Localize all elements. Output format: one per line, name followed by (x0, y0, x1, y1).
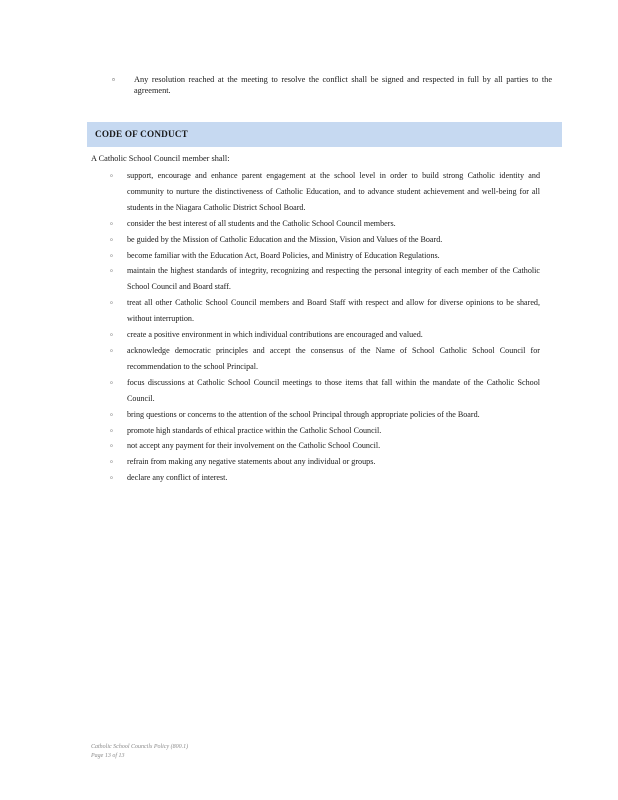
bullet-icon: ▫ (110, 234, 113, 244)
bullet-icon: ▫ (110, 441, 113, 451)
bullet-icon: ▫ (110, 473, 113, 483)
list-item-text: create a positive environment in which individual contributions are encouraged and valued. (127, 330, 423, 340)
list-item (110, 343, 540, 375)
list-item (110, 216, 540, 232)
section-title: CODE OF CONDUCT (95, 129, 189, 139)
list-item (110, 454, 540, 470)
list-item-text: focus discussions at Catholic School Council meetings to those items that fall within the mandate of the Catholic School Council. (127, 377, 540, 403)
list-item (110, 248, 540, 264)
list-item (110, 407, 540, 423)
list-item (110, 295, 540, 327)
bullet-icon: ▫ (110, 409, 113, 419)
list-item-text: bring questions or concerns to the attention of the school Principal through appropriate policies of the Board. (127, 409, 480, 419)
code-of-conduct-list (110, 168, 540, 486)
list-item-text: promote high standards of ethical practice within the Catholic School Council. (127, 425, 382, 435)
bullet-icon: ▫ (110, 250, 113, 260)
bullet-icon: ▫ (110, 345, 113, 355)
footer-page-number: Page 13 of 13 (91, 753, 125, 759)
list-item-text: become familiar with the Education Act, Board Policies, and Ministry of Education Regulations. (127, 250, 440, 260)
bullet-icon: ▫ (110, 266, 113, 276)
list-item-text: consider the best interest of all students and the Catholic School Council members. (127, 218, 396, 228)
list-item (110, 470, 540, 486)
list-item-text: not accept any payment for their involvement on the Catholic School Council. (127, 441, 381, 451)
bullet-icon: ▫ (110, 298, 113, 308)
bullet-icon: ▫ (112, 75, 115, 84)
section-lead: A Catholic School Council member shall: (91, 154, 230, 163)
list-item (110, 375, 540, 407)
footer-policy-title: Catholic School Councils Policy (800.1) (91, 744, 189, 750)
bullet-icon: ▫ (110, 457, 113, 467)
list-item (110, 438, 540, 454)
list-item-text: acknowledge democratic principles and accept the consensus of the Name of School Catholic School Council for recommendation to the school Principal. (127, 345, 540, 371)
list-item (110, 263, 540, 295)
intro-list-item (112, 74, 552, 96)
list-item-text: treat all other Catholic School Council members and Board Staff with respect and allow for diverse opinions to be shared, without interruption. (127, 298, 540, 324)
list-item (110, 327, 540, 343)
bullet-icon: ▫ (110, 330, 113, 340)
bullet-icon: ▫ (110, 171, 113, 180)
list-item (110, 232, 540, 248)
list-item-text: declare any conflict of interest. (127, 473, 228, 483)
bullet-icon: ▫ (110, 218, 113, 228)
list-item (110, 423, 540, 439)
list-item-text: maintain the highest standards of integrity, recognizing and respecting the personal integrity of each member of the Catholic School Council and Board staff. (127, 266, 540, 292)
bullet-icon: ▫ (110, 425, 113, 435)
page-footer (91, 743, 188, 761)
intro-text: Any resolution reached at the meeting to resolve the conflict shall be signed and respected in full by all parties to the agreement. (134, 75, 552, 95)
list-item-text: support, encourage and enhance parent engagement at the school level in order to build strong Catholic identity and community to nurture the distinctiveness of Catholic Education, and to advance student achievement and well-being for all students in the Niagara Catholic District School Board. (127, 171, 540, 212)
list-item-text: be guided by the Mission of Catholic Education and the Mission, Vision and Values of the Board. (127, 234, 443, 244)
list-item (110, 168, 540, 216)
list-item-text: refrain from making any negative statements about any individual or groups. (127, 457, 376, 467)
section-header (87, 122, 562, 147)
bullet-icon: ▫ (110, 377, 113, 387)
